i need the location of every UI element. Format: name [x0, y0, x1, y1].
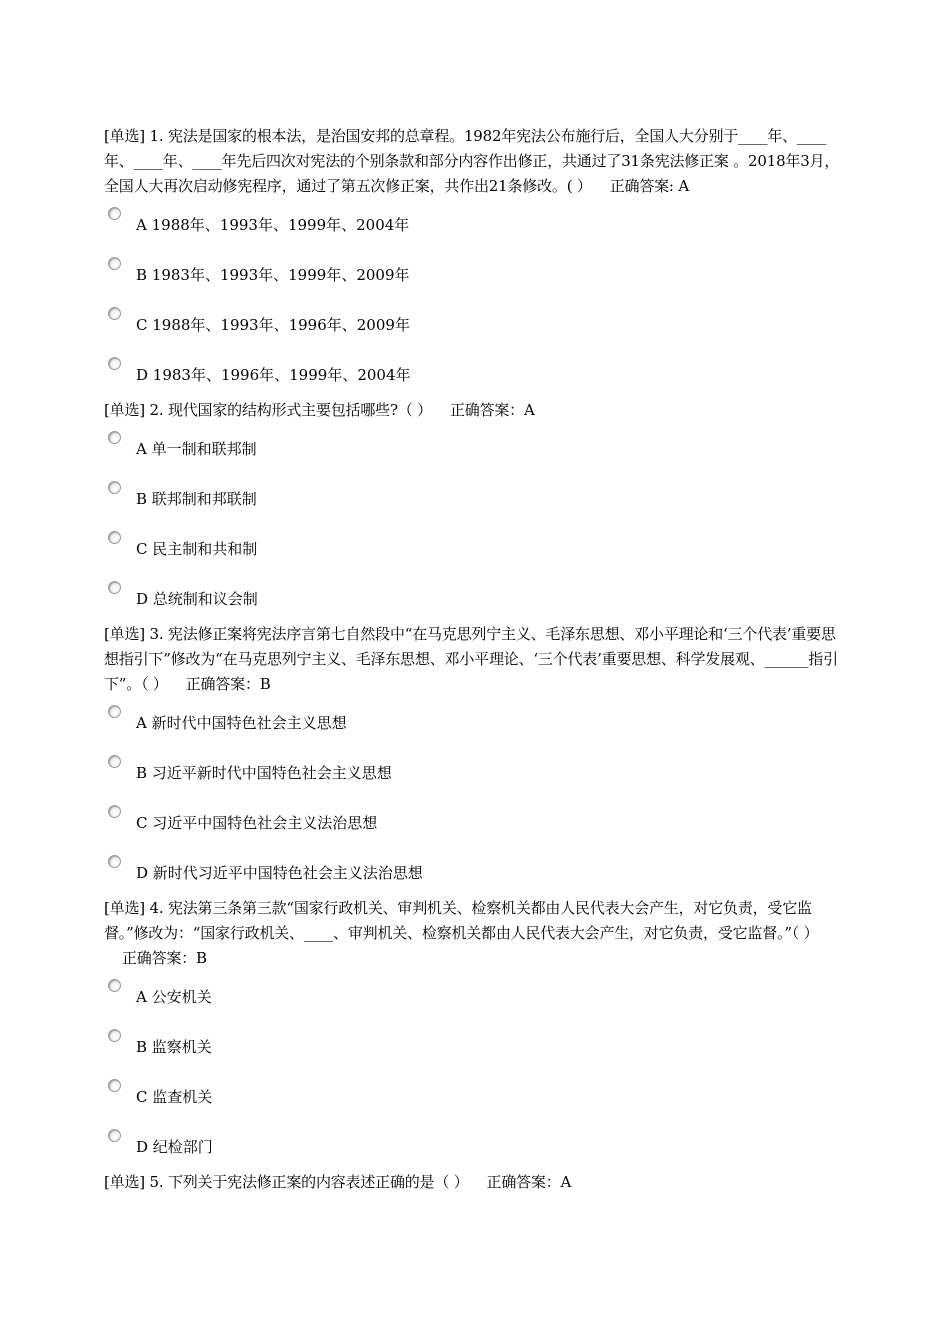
radio-button-icon[interactable]: [108, 1079, 121, 1092]
radio-button-icon[interactable]: [108, 307, 121, 320]
question-3-answer: 正确答案：B: [185, 675, 271, 693]
radio-button-icon[interactable]: [108, 581, 121, 594]
option-label: A 新时代中国特色社会主义思想: [136, 714, 347, 732]
radio-button-icon[interactable]: [108, 1129, 121, 1142]
question-1-answer: 正确答案: A: [609, 177, 689, 195]
radio-button-icon[interactable]: [108, 805, 121, 818]
question-3-option-a[interactable]: [104, 705, 704, 745]
question-5-text: [单选] 5. 下列关于宪法修正案的内容表述正确的是（ ）: [104, 1173, 469, 1191]
question-4-option-b[interactable]: [104, 1029, 704, 1069]
option-label: D 纪检部门: [136, 1138, 213, 1156]
question-4-answer: 正确答案：B: [122, 949, 207, 967]
question-2: [104, 398, 850, 423]
radio-button-icon[interactable]: [108, 531, 121, 544]
question-1-option-c[interactable]: [104, 307, 704, 347]
question-4: [104, 896, 850, 971]
question-3-option-b[interactable]: [104, 755, 704, 795]
option-label: C 习近平中国特色社会主义法治思想: [136, 814, 378, 832]
question-3-option-c[interactable]: [104, 805, 704, 845]
radio-button-icon[interactable]: [108, 755, 121, 768]
radio-button-icon[interactable]: [108, 855, 121, 868]
question-5-answer: 正确答案：A: [486, 1173, 572, 1191]
option-label: A 1988年、1993年、1999年、2004年: [136, 216, 410, 234]
question-4-option-a[interactable]: [104, 979, 704, 1019]
option-label: B 联邦制和邦联制: [136, 490, 257, 508]
question-5: [104, 1170, 850, 1195]
radio-button-icon[interactable]: [108, 431, 121, 444]
option-label: C 监查机关: [136, 1088, 213, 1106]
question-2-option-d[interactable]: [104, 581, 704, 621]
option-label: C 民主制和共和制: [136, 540, 258, 558]
question-1: [104, 124, 850, 199]
question-3: [104, 622, 850, 697]
option-label: C 1988年、1993年、1996年、2009年: [136, 316, 410, 334]
question-2-answer: 正确答案：A: [449, 401, 535, 419]
question-2-option-a[interactable]: [104, 431, 704, 471]
question-2-option-b[interactable]: [104, 481, 704, 521]
question-4-text: [单选] 4. 宪法第三条第三款“国家行政机关、审判机关、检察机关都由人民代表大会产生，对它负责，受它监督。”修改为：“国家行政机关、____、审判机关、检察机关都由人民代表大会产生，对它负责，受它监督。”（ ）: [104, 899, 819, 942]
question-3-text: [单选] 3. 宪法修正案将宪法序言第七自然段中“在马克思列宁主义、毛泽东思想、邓小平理论和‘三个代表’重要思想指引下”修改为“在马克思列宁主义、毛泽东思想、邓小平理论、‘三个代表’重要思想、科学发展观、______指引下”。（ ）: [104, 625, 838, 693]
option-label: A 公安机关: [136, 988, 212, 1006]
radio-button-icon[interactable]: [108, 257, 121, 270]
radio-button-icon[interactable]: [108, 481, 121, 494]
question-4-option-d[interactable]: [104, 1129, 704, 1169]
option-label: B 1983年、1993年、1999年、2009年: [136, 266, 410, 284]
radio-button-icon[interactable]: [108, 1029, 121, 1042]
option-label: B 监察机关: [136, 1038, 212, 1056]
question-4-option-c[interactable]: [104, 1079, 704, 1119]
question-1-option-a[interactable]: [104, 207, 704, 247]
question-1-option-d[interactable]: [104, 357, 704, 397]
option-label: A 单一制和联邦制: [136, 440, 257, 458]
radio-button-icon[interactable]: [108, 979, 121, 992]
question-3-option-d[interactable]: [104, 855, 704, 895]
radio-button-icon[interactable]: [108, 705, 121, 718]
option-label: D 新时代习近平中国特色社会主义法治思想: [136, 864, 423, 882]
option-label: D 1983年、1996年、1999年、2004年: [136, 366, 411, 384]
option-label: B 习近平新时代中国特色社会主义思想: [136, 764, 392, 782]
radio-button-icon[interactable]: [108, 357, 121, 370]
question-2-option-c[interactable]: [104, 531, 704, 571]
question-1-text: [单选] 1. 宪法是国家的根本法，是治国安邦的总章程。1982年宪法公布施行后，全国人大分别于____年、____ 年、____年、____年先后四次对宪法的个别条款和部分内容作出修正，共通过了31条宪法修正案 。2018年3月，全国人大再次启动修宪程序，通过了第五次修正案，共作出21条修改。( ）: [104, 127, 840, 195]
radio-button-icon[interactable]: [108, 207, 121, 220]
option-label: D 总统制和议会制: [136, 590, 258, 608]
question-1-option-b[interactable]: [104, 257, 704, 297]
question-2-text: [单选] 2. 现代国家的结构形式主要包括哪些?（ ）: [104, 401, 432, 419]
